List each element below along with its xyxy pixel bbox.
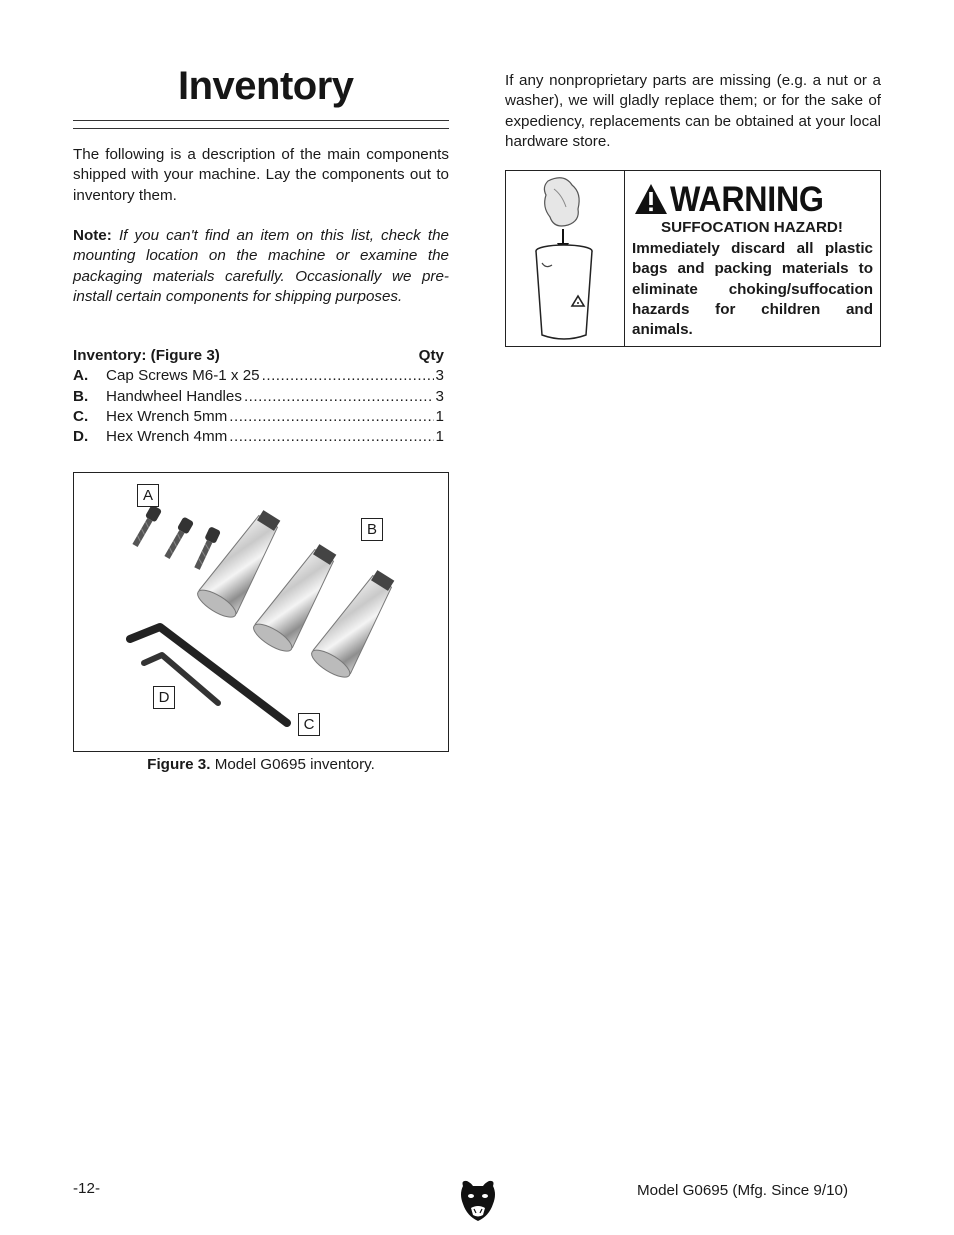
warning-box xyxy=(505,170,881,347)
item-name: Cap Screws M6-1 x 25 xyxy=(106,367,260,385)
inventory-item xyxy=(73,427,444,447)
item-qty: 3 xyxy=(435,387,444,405)
item-letter: B. xyxy=(73,387,89,405)
item-letter: A. xyxy=(73,367,89,385)
intro-paragraph: The following is a description of the main components shipped with your machine. Lay the components out to inventory them. xyxy=(73,146,449,204)
note-label: Note: xyxy=(73,227,112,244)
plastic-bag-icon xyxy=(544,178,579,226)
inventory-figure xyxy=(73,472,449,752)
leader-dots xyxy=(244,387,434,407)
inventory-header xyxy=(73,346,444,366)
trash-can-icon xyxy=(506,171,624,346)
warning-subtitle: SUFFOCATION HAZARD! xyxy=(661,219,843,236)
callout-a: A xyxy=(137,484,159,507)
item-letter: D. xyxy=(73,428,89,446)
inventory-item xyxy=(73,387,444,407)
note-text: If you can't find an item on this list, check the mounting location on the machine or examine the packaging materials carefully. Occasionally we pre-install certain components for shipping purposes. xyxy=(73,227,449,305)
warning-divider xyxy=(624,171,625,346)
page-number: -12- xyxy=(73,1180,101,1197)
callout-c: C xyxy=(298,713,320,736)
inventory-photo xyxy=(74,473,448,751)
inventory-item xyxy=(73,366,444,386)
leader-dots xyxy=(262,366,434,386)
caption-label: Figure 3. xyxy=(147,756,211,773)
replacement-paragraph: If any nonproprietary parts are missing (e.g. a nut or a washer), we will gladly replace them; or for the sake of expediency, replacements can be obtained at your local hardware store. xyxy=(505,72,881,150)
leader-dots xyxy=(229,427,433,447)
inventory-heading: Inventory: (Figure 3) xyxy=(73,347,220,364)
leader-dots xyxy=(229,407,433,427)
inventory-list xyxy=(73,346,444,447)
title-rule-top xyxy=(73,120,449,121)
warning-word: WARNING xyxy=(670,180,824,219)
title-rule-bottom xyxy=(73,128,449,129)
callout-b: B xyxy=(361,518,383,541)
caption-text: Model G0695 inventory. xyxy=(214,756,375,773)
cap-screws-icon xyxy=(130,504,221,571)
item-name: Hex Wrench 5mm xyxy=(106,407,228,425)
item-name: Handwheel Handles xyxy=(106,387,242,405)
note-paragraph xyxy=(73,226,449,307)
qty-heading: Qty xyxy=(418,347,444,364)
page-title: Inventory xyxy=(178,64,354,108)
warning-header xyxy=(632,179,876,219)
callout-d: D xyxy=(153,686,175,709)
warning-triangle-icon xyxy=(634,183,668,215)
figure-caption xyxy=(73,756,449,773)
bear-head-logo xyxy=(459,1178,497,1222)
item-letter: C. xyxy=(73,407,89,425)
item-qty: 1 xyxy=(435,428,444,446)
model-footer: Model G0695 (Mfg. Since 9/10) xyxy=(637,1182,849,1199)
item-qty: 1 xyxy=(435,407,444,425)
inventory-item xyxy=(73,407,444,427)
item-qty: 3 xyxy=(435,367,444,385)
warning-body: Immediately discard all plastic bags and packing materials to eliminate choking/suffocation hazards for children and animals. xyxy=(632,240,873,339)
item-name: Hex Wrench 4mm xyxy=(106,428,228,446)
